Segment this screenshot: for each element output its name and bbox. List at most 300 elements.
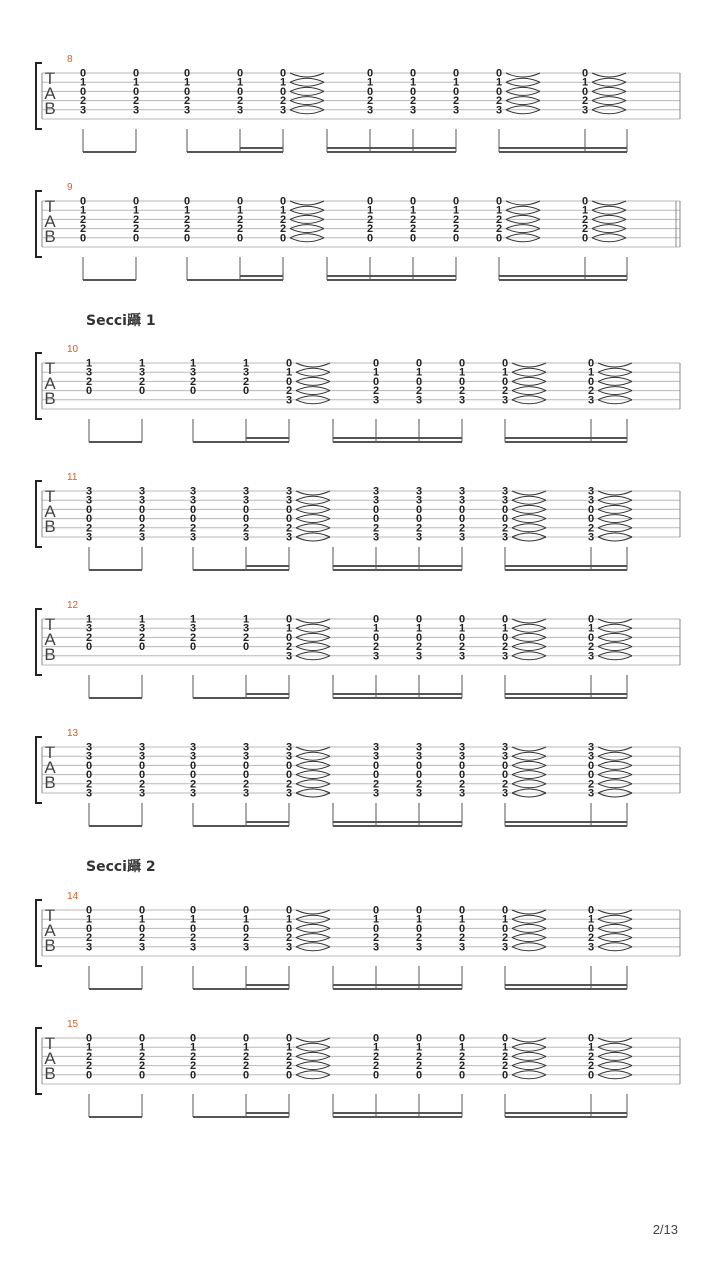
fret-number: 1 — [285, 366, 293, 379]
tab-letter: T — [44, 487, 56, 506]
fret-number: 3 — [285, 394, 293, 407]
fret-number: 2 — [132, 95, 140, 108]
fret-number: 0 — [372, 1032, 380, 1045]
fret-number: 3 — [242, 366, 250, 379]
tie-arc — [512, 515, 546, 519]
fret-number: 3 — [242, 622, 250, 635]
fret-number: 2 — [138, 522, 146, 535]
system-bracket — [36, 609, 42, 675]
fret-number: 1 — [279, 76, 287, 89]
tie-arc — [598, 491, 632, 495]
fret-number: 2 — [242, 932, 250, 945]
fret-number: 0 — [285, 513, 293, 526]
tie-arc — [598, 387, 632, 391]
tie-arc — [598, 789, 632, 793]
fret-number: 2 — [501, 385, 509, 398]
tab-letter: A — [44, 502, 56, 521]
fret-number: 3 — [138, 941, 146, 954]
fret-number: 3 — [189, 485, 197, 498]
fret-number: 0 — [138, 904, 146, 917]
fret-number: 2 — [415, 641, 423, 654]
fret-number: 1 — [409, 76, 417, 89]
fret-number: 0 — [587, 631, 595, 644]
fret-number: 3 — [372, 650, 380, 663]
fret-number: 2 — [587, 641, 595, 654]
fret-number: 2 — [189, 1050, 197, 1063]
fret-number: 0 — [85, 1069, 93, 1082]
tie-arc — [512, 624, 546, 628]
fret-number: 3 — [458, 941, 466, 954]
fret-number: 0 — [138, 1032, 146, 1045]
tab-letter: A — [44, 630, 56, 649]
fret-number: 0 — [242, 503, 250, 516]
tie-arc — [598, 656, 632, 660]
fret-number: 2 — [85, 522, 93, 535]
fret-number: 0 — [189, 922, 197, 935]
fret-number: 0 — [372, 357, 380, 370]
tie-arc — [598, 496, 632, 500]
fret-number: 3 — [501, 394, 509, 407]
tie-arc — [598, 537, 632, 541]
tie-arc — [512, 761, 546, 765]
tie-arc — [512, 756, 546, 760]
tie-arc — [512, 628, 546, 632]
tie-arc — [512, 780, 546, 784]
fret-number: 0 — [581, 67, 589, 80]
fret-number: 3 — [85, 750, 93, 763]
tab-letter: B — [44, 645, 56, 664]
fret-number: 2 — [415, 522, 423, 535]
tie-arc — [296, 793, 330, 797]
tie-arc — [296, 780, 330, 784]
tie-arc — [290, 210, 324, 214]
tie-arc — [598, 761, 632, 765]
fret-number: 0 — [189, 513, 197, 526]
fret-number: 2 — [285, 778, 293, 791]
tie-arc — [296, 938, 330, 942]
fret-number: 3 — [501, 531, 509, 544]
tie-arc — [598, 652, 632, 656]
fret-number: 0 — [372, 375, 380, 388]
fret-number: 2 — [409, 223, 417, 236]
fret-number: 3 — [183, 104, 191, 117]
tie-arc — [296, 624, 330, 628]
fret-number: 3 — [587, 531, 595, 544]
fret-number: 0 — [242, 385, 250, 398]
fret-number: 0 — [587, 1032, 595, 1045]
fret-number: 0 — [242, 1069, 250, 1082]
fret-number: 0 — [183, 232, 191, 245]
fret-number: 0 — [501, 759, 509, 772]
fret-number: 2 — [581, 95, 589, 108]
fret-number: 2 — [452, 95, 460, 108]
measure-number: 8 — [67, 54, 73, 65]
fret-number: 0 — [242, 904, 250, 917]
fret-number: 3 — [85, 531, 93, 544]
tie-arc — [512, 619, 546, 623]
tab-letter: A — [44, 921, 56, 940]
measure-number: 12 — [67, 600, 79, 611]
fret-number: 2 — [415, 1060, 423, 1073]
tie-arc — [512, 752, 546, 756]
tie-arc — [598, 619, 632, 623]
fret-number: 0 — [587, 1069, 595, 1082]
fret-number: 2 — [279, 213, 287, 226]
fret-number: 3 — [501, 787, 509, 800]
tie-arc — [598, 1043, 632, 1047]
tab-letter: A — [44, 84, 56, 103]
fret-number: 0 — [85, 503, 93, 516]
fret-number: 2 — [85, 778, 93, 791]
fret-number: 0 — [501, 1069, 509, 1082]
tie-arc — [598, 519, 632, 523]
fret-number: 0 — [458, 503, 466, 516]
fret-number: 1 — [415, 913, 423, 926]
tie-arc — [296, 491, 330, 495]
fret-number: 0 — [415, 1069, 423, 1082]
fret-number: 0 — [409, 232, 417, 245]
tab-letter: T — [44, 906, 56, 925]
tie-arc — [592, 78, 626, 82]
tie-arc — [296, 934, 330, 938]
fret-number: 3 — [587, 650, 595, 663]
tie-arc — [506, 225, 540, 229]
tie-arc — [598, 500, 632, 504]
fret-number: 2 — [138, 631, 146, 644]
fret-number: 3 — [242, 750, 250, 763]
tie-arc — [512, 377, 546, 381]
measure-number: 9 — [67, 182, 73, 193]
fret-number: 3 — [458, 787, 466, 800]
tie-arc — [592, 101, 626, 105]
fret-number: 2 — [138, 1060, 146, 1073]
tie-arc — [290, 97, 324, 101]
tie-arc — [506, 238, 540, 242]
fret-number: 3 — [587, 941, 595, 954]
tie-arc — [598, 372, 632, 376]
tie-arc — [296, 1062, 330, 1066]
fret-number: 3 — [242, 494, 250, 507]
fret-number: 0 — [285, 922, 293, 935]
fret-number: 3 — [372, 494, 380, 507]
fret-number: 0 — [587, 513, 595, 526]
tie-arc — [598, 396, 632, 400]
tie-arc — [512, 1047, 546, 1051]
tie-arc — [512, 533, 546, 537]
tie-arc — [296, 1043, 330, 1047]
tie-arc — [512, 1043, 546, 1047]
fret-number: 1 — [587, 913, 595, 926]
tie-arc — [598, 928, 632, 932]
tie-arc — [296, 765, 330, 769]
fret-number: 0 — [458, 613, 466, 626]
fret-number: 0 — [138, 385, 146, 398]
fret-number: 3 — [458, 531, 466, 544]
tie-arc — [512, 391, 546, 395]
fret-number: 3 — [242, 941, 250, 954]
tie-arc — [512, 947, 546, 951]
tie-arc — [512, 505, 546, 509]
tab-letter: T — [44, 359, 56, 378]
tie-arc — [296, 919, 330, 923]
tie-arc — [506, 106, 540, 110]
fret-number: 2 — [138, 932, 146, 945]
tab-letter: B — [44, 773, 56, 792]
fret-number: 2 — [285, 1060, 293, 1073]
fret-number: 0 — [85, 641, 93, 654]
fret-number: 2 — [458, 522, 466, 535]
tie-arc — [296, 652, 330, 656]
fret-number: 3 — [372, 531, 380, 544]
fret-number: 0 — [501, 503, 509, 516]
fret-number: 3 — [138, 622, 146, 635]
fret-number: 1 — [138, 613, 146, 626]
fret-number: 0 — [415, 375, 423, 388]
tie-arc — [512, 496, 546, 500]
fret-number: 0 — [183, 195, 191, 208]
fret-number: 2 — [242, 778, 250, 791]
fret-number: 3 — [372, 485, 380, 498]
tie-arc — [512, 784, 546, 788]
tie-arc — [296, 784, 330, 788]
fret-number: 0 — [458, 1032, 466, 1045]
tie-arc — [506, 78, 540, 82]
fret-number: 0 — [458, 759, 466, 772]
fret-number: 2 — [189, 375, 197, 388]
fret-number: 1 — [501, 1041, 509, 1054]
tie-arc — [512, 765, 546, 769]
fret-number: 0 — [415, 769, 423, 782]
fret-number: 2 — [372, 522, 380, 535]
fret-number: 2 — [495, 223, 503, 236]
fret-number: 1 — [458, 366, 466, 379]
fret-number: 0 — [285, 1069, 293, 1082]
fret-number: 0 — [415, 503, 423, 516]
tie-arc — [290, 234, 324, 238]
tie-arc — [512, 400, 546, 404]
fret-number: 3 — [458, 485, 466, 498]
fret-number: 0 — [85, 904, 93, 917]
fret-number: 0 — [79, 232, 87, 245]
fret-number: 2 — [372, 932, 380, 945]
fret-number: 3 — [501, 650, 509, 663]
fret-number: 2 — [189, 631, 197, 644]
tie-arc — [296, 1056, 330, 1060]
fret-number: 0 — [372, 904, 380, 917]
fret-number: 0 — [452, 232, 460, 245]
fret-number: 2 — [236, 213, 244, 226]
fret-number: 0 — [242, 641, 250, 654]
fret-number: 0 — [285, 357, 293, 370]
tie-arc — [598, 943, 632, 947]
fret-number: 3 — [587, 741, 595, 754]
fret-number: 2 — [189, 522, 197, 535]
tie-arc — [512, 528, 546, 532]
fret-number: 0 — [242, 513, 250, 526]
fret-number: 2 — [458, 932, 466, 945]
tab-letter: B — [44, 1064, 56, 1083]
tie-arc — [296, 387, 330, 391]
tie-arc — [598, 765, 632, 769]
tie-arc — [296, 643, 330, 647]
system-bracket — [36, 481, 42, 547]
tie-arc — [296, 910, 330, 914]
fret-number: 0 — [285, 769, 293, 782]
fret-number: 3 — [587, 787, 595, 800]
fret-number: 1 — [242, 1041, 250, 1054]
fret-number: 0 — [138, 641, 146, 654]
tie-arc — [592, 219, 626, 223]
tie-arc — [296, 1052, 330, 1056]
fret-number: 1 — [189, 357, 197, 370]
fret-number: 3 — [242, 787, 250, 800]
tie-arc — [506, 87, 540, 91]
fret-number: 0 — [409, 85, 417, 98]
fret-number: 3 — [587, 394, 595, 407]
fret-number: 0 — [189, 385, 197, 398]
tie-arc — [592, 201, 626, 205]
tie-arc — [290, 110, 324, 114]
fret-number: 2 — [581, 223, 589, 236]
system-bracket — [36, 353, 42, 419]
fret-number: 3 — [458, 650, 466, 663]
tie-arc — [296, 528, 330, 532]
tie-arc — [512, 943, 546, 947]
fret-number: 2 — [183, 213, 191, 226]
fret-number: 3 — [189, 494, 197, 507]
fret-number: 2 — [138, 778, 146, 791]
tie-arc — [598, 647, 632, 651]
tab-letter: A — [44, 212, 56, 231]
fret-number: 1 — [501, 913, 509, 926]
fret-number: 3 — [285, 787, 293, 800]
tie-arc — [512, 491, 546, 495]
tie-arc — [506, 97, 540, 101]
fret-number: 0 — [415, 759, 423, 772]
tie-arc — [512, 381, 546, 385]
fret-number: 2 — [458, 385, 466, 398]
fret-number: 2 — [285, 932, 293, 945]
fret-number: 0 — [452, 67, 460, 80]
fret-number: 3 — [236, 104, 244, 117]
tie-arc — [512, 1056, 546, 1060]
fret-number: 0 — [372, 769, 380, 782]
tie-arc — [592, 97, 626, 101]
fret-number: 2 — [501, 522, 509, 535]
tie-arc — [598, 377, 632, 381]
fret-number: 3 — [189, 750, 197, 763]
tie-arc — [290, 82, 324, 86]
fret-number: 0 — [132, 67, 140, 80]
fret-number: 2 — [79, 95, 87, 108]
tie-arc — [592, 234, 626, 238]
fret-number: 0 — [501, 631, 509, 644]
fret-number: 2 — [183, 95, 191, 108]
tie-arc — [598, 391, 632, 395]
fret-number: 0 — [189, 503, 197, 516]
tie-arc — [506, 210, 540, 214]
tie-arc — [512, 789, 546, 793]
fret-number: 3 — [501, 741, 509, 754]
fret-number: 2 — [452, 223, 460, 236]
fret-number: 1 — [132, 204, 140, 217]
tie-arc — [512, 643, 546, 647]
tie-arc — [598, 363, 632, 367]
fret-number: 0 — [132, 232, 140, 245]
fret-number: 0 — [236, 85, 244, 98]
tie-arc — [512, 928, 546, 932]
fret-number: 0 — [285, 613, 293, 626]
fret-number: 0 — [285, 904, 293, 917]
tie-arc — [598, 1071, 632, 1075]
fret-number: 1 — [242, 913, 250, 926]
tie-arc — [296, 400, 330, 404]
fret-number: 0 — [372, 513, 380, 526]
fret-number: 1 — [189, 613, 197, 626]
tab-letter: T — [44, 69, 56, 88]
fret-number: 1 — [501, 622, 509, 635]
fret-number: 2 — [501, 778, 509, 791]
fret-number: 2 — [458, 778, 466, 791]
fret-number: 2 — [587, 1050, 595, 1063]
fret-number: 0 — [581, 85, 589, 98]
tab-letter: B — [44, 389, 56, 408]
fret-number: 0 — [587, 375, 595, 388]
fret-number: 3 — [85, 622, 93, 635]
fret-number: 1 — [415, 1041, 423, 1054]
tie-arc — [296, 533, 330, 537]
tie-arc — [296, 363, 330, 367]
tie-arc — [512, 637, 546, 641]
fret-number: 3 — [587, 750, 595, 763]
fret-number: 1 — [189, 913, 197, 926]
tie-arc — [598, 784, 632, 788]
tie-arc — [512, 387, 546, 391]
tie-arc — [598, 756, 632, 760]
fret-number: 2 — [587, 932, 595, 945]
fret-number: 3 — [242, 531, 250, 544]
fret-number: 3 — [189, 622, 197, 635]
fret-number: 2 — [372, 385, 380, 398]
fret-number: 0 — [189, 769, 197, 782]
fret-number: 2 — [85, 932, 93, 945]
fret-number: 0 — [458, 631, 466, 644]
fret-number: 2 — [285, 385, 293, 398]
system-bracket — [36, 1028, 42, 1094]
fret-number: 2 — [85, 631, 93, 644]
tie-arc — [512, 919, 546, 923]
system-bracket — [36, 191, 42, 257]
tie-arc — [592, 73, 626, 77]
tie-arc — [512, 647, 546, 651]
tab-letter: A — [44, 1049, 56, 1068]
fret-number: 2 — [372, 1060, 380, 1073]
tie-arc — [598, 924, 632, 928]
fret-number: 0 — [458, 1069, 466, 1082]
fret-number: 0 — [279, 232, 287, 245]
fret-number: 3 — [415, 650, 423, 663]
fret-number: 3 — [495, 104, 503, 117]
fret-number: 0 — [236, 67, 244, 80]
fret-number: 0 — [415, 1032, 423, 1045]
tie-arc — [296, 1075, 330, 1079]
tie-arc — [512, 915, 546, 919]
fret-number: 0 — [587, 904, 595, 917]
fret-number: 2 — [501, 1060, 509, 1073]
measure-number: 11 — [67, 472, 78, 483]
tie-arc — [598, 509, 632, 513]
section-label-1: Secci躡 1 — [86, 313, 156, 329]
